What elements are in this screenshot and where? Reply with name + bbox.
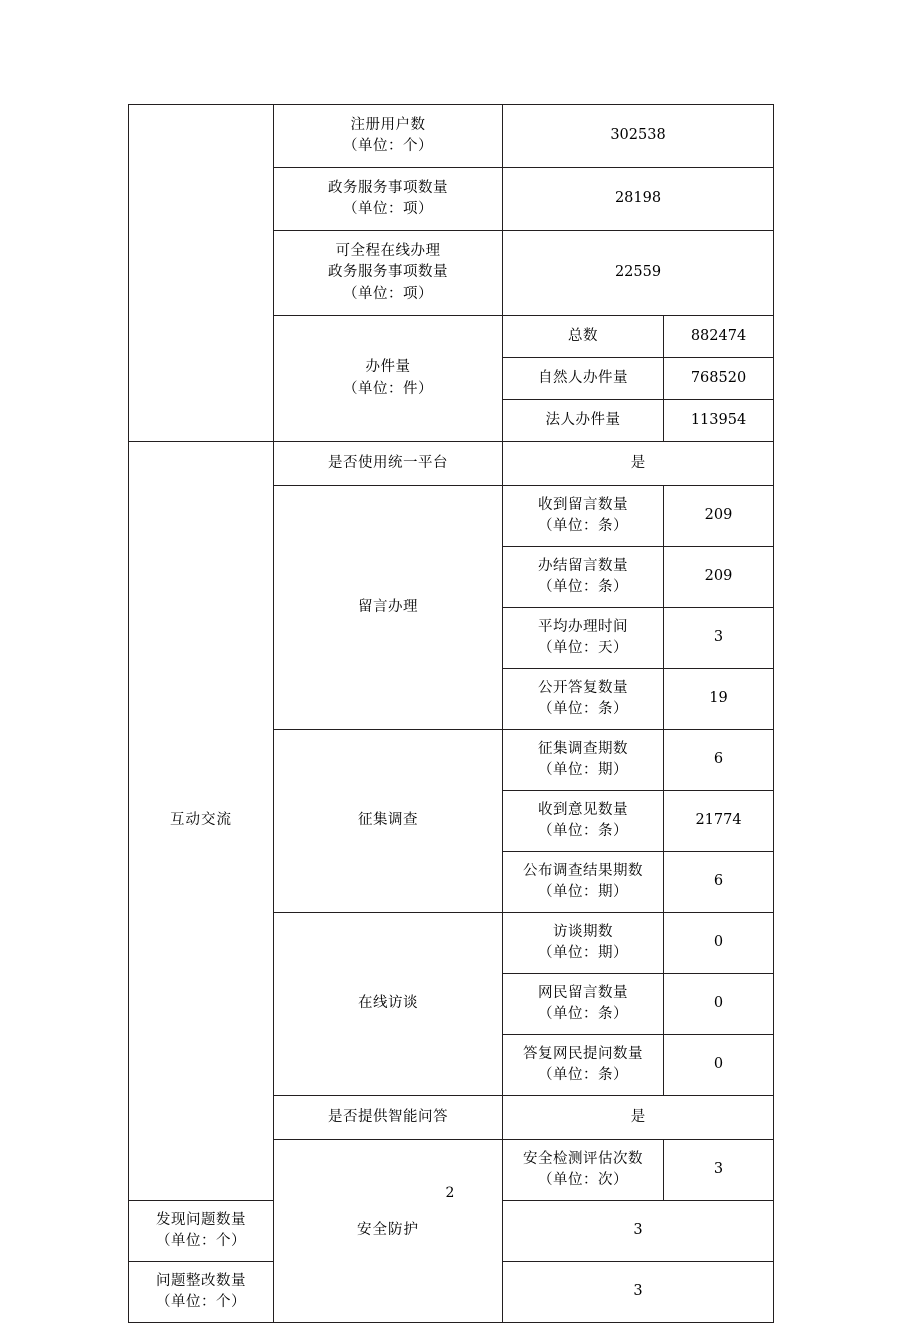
annual-report-table [128, 104, 774, 1323]
value-issues-found: 3 [503, 1201, 774, 1262]
table-row [129, 105, 774, 168]
label-text: 政务服务事项数量 [328, 179, 448, 196]
value-public-replies: 19 [664, 669, 774, 730]
label-unit: （单位：个） [156, 1233, 246, 1249]
label-unit: （单位：条） [538, 579, 628, 595]
row-label-registered-users [274, 105, 503, 168]
label-text: 办结留言数量 [538, 557, 628, 574]
row-label-service-items [274, 168, 503, 231]
value-unified-platform: 是 [503, 442, 774, 486]
row-label-survey: 征集调查 [274, 730, 503, 913]
sub-label-case-legal-person: 法人办件量 [503, 400, 664, 442]
label-unit: （单位：天） [538, 640, 628, 656]
row-label-unified-platform: 是否使用统一平台 [274, 442, 503, 486]
sub-label-average-handling-time [503, 608, 664, 669]
label-unit: （单位：条） [538, 701, 628, 717]
value-issues-fixed: 3 [503, 1262, 774, 1323]
label-unit: （单位：项） [343, 285, 433, 302]
label-text-line2: 政务服务事项数量 [328, 264, 448, 281]
sub-label-netizen-messages [503, 974, 664, 1035]
sub-label-interview-sessions [503, 913, 664, 974]
row-label-message-handling: 留言办理 [274, 486, 503, 730]
label-text: 问题整改数量 [156, 1272, 246, 1289]
label-text: 收到意见数量 [538, 801, 628, 818]
label-unit: （单位：项） [343, 201, 433, 217]
row-label-issues-found [129, 1201, 274, 1262]
label-text: 办件量 [365, 359, 411, 376]
label-text: 平均办理时间 [538, 618, 628, 635]
label-unit: （单位：期） [538, 762, 628, 778]
label-text: 访谈期数 [553, 923, 613, 940]
value-online-service-items: 22559 [503, 231, 774, 316]
row-label-case-volume [274, 316, 503, 442]
value-survey-results-published: 6 [664, 852, 774, 913]
value-netizen-messages: 0 [664, 974, 774, 1035]
category-cell-interaction: 互动交流 [129, 442, 274, 1201]
table-row [129, 442, 774, 486]
sub-label-survey-results-published [503, 852, 664, 913]
sub-label-messages-received [503, 486, 664, 547]
value-smart-qa: 是 [503, 1096, 774, 1140]
label-unit: （单位：个） [156, 1294, 246, 1310]
value-messages-completed: 209 [664, 547, 774, 608]
label-text: 网民留言数量 [538, 984, 628, 1001]
label-text-line1: 可全程在线办理 [335, 243, 441, 260]
value-opinions-received: 21774 [664, 791, 774, 852]
label-unit: （单位：个） [343, 138, 433, 154]
value-interview-sessions: 0 [664, 913, 774, 974]
label-text: 收到留言数量 [538, 496, 628, 513]
value-security-assessments: 3 [664, 1140, 774, 1201]
sub-label-case-natural-person: 自然人办件量 [503, 358, 664, 400]
sub-label-netizen-replies [503, 1035, 664, 1096]
value-case-legal-person: 113954 [664, 400, 774, 442]
sub-label-messages-completed [503, 547, 664, 608]
report-table-container [128, 104, 773, 1323]
label-unit: （单位：件） [343, 380, 433, 397]
label-unit: （单位：期） [538, 884, 628, 900]
category-cell-empty [129, 105, 274, 442]
page-number: 2 [445, 1185, 455, 1201]
sub-label-survey-sessions [503, 730, 664, 791]
label-unit: （单位：期） [538, 945, 628, 961]
label-text: 注册用户数 [350, 116, 426, 133]
label-unit: （单位：条） [538, 823, 628, 839]
sub-label-public-replies [503, 669, 664, 730]
label-text: 安全检测评估次数 [523, 1150, 643, 1167]
value-messages-received: 209 [664, 486, 774, 547]
label-text: 发现问题数量 [156, 1211, 246, 1228]
row-label-smart-qa: 是否提供智能问答 [274, 1096, 503, 1140]
sub-label-case-total: 总数 [503, 316, 664, 358]
label-unit: （单位：条） [538, 518, 628, 534]
value-average-handling-time: 3 [664, 608, 774, 669]
row-label-online-service-items [274, 231, 503, 316]
label-unit: （单位：条） [538, 1067, 628, 1083]
value-netizen-replies: 0 [664, 1035, 774, 1096]
category-cell-security: 安全防护 [274, 1140, 503, 1323]
label-text: 公布调查结果期数 [523, 862, 643, 879]
value-case-natural-person: 768520 [664, 358, 774, 400]
row-label-online-interview: 在线访谈 [274, 913, 503, 1096]
label-unit: （单位：次） [538, 1172, 628, 1188]
label-text: 公开答复数量 [538, 679, 628, 696]
row-label-issues-fixed [129, 1262, 274, 1323]
label-text: 答复网民提问数量 [523, 1045, 643, 1062]
value-case-total: 882474 [664, 316, 774, 358]
value-service-items: 28198 [503, 168, 774, 231]
label-text: 征集调查期数 [538, 740, 628, 757]
label-unit: （单位：条） [538, 1006, 628, 1022]
value-registered-users: 302538 [503, 105, 774, 168]
value-survey-sessions: 6 [664, 730, 774, 791]
sub-label-opinions-received [503, 791, 664, 852]
